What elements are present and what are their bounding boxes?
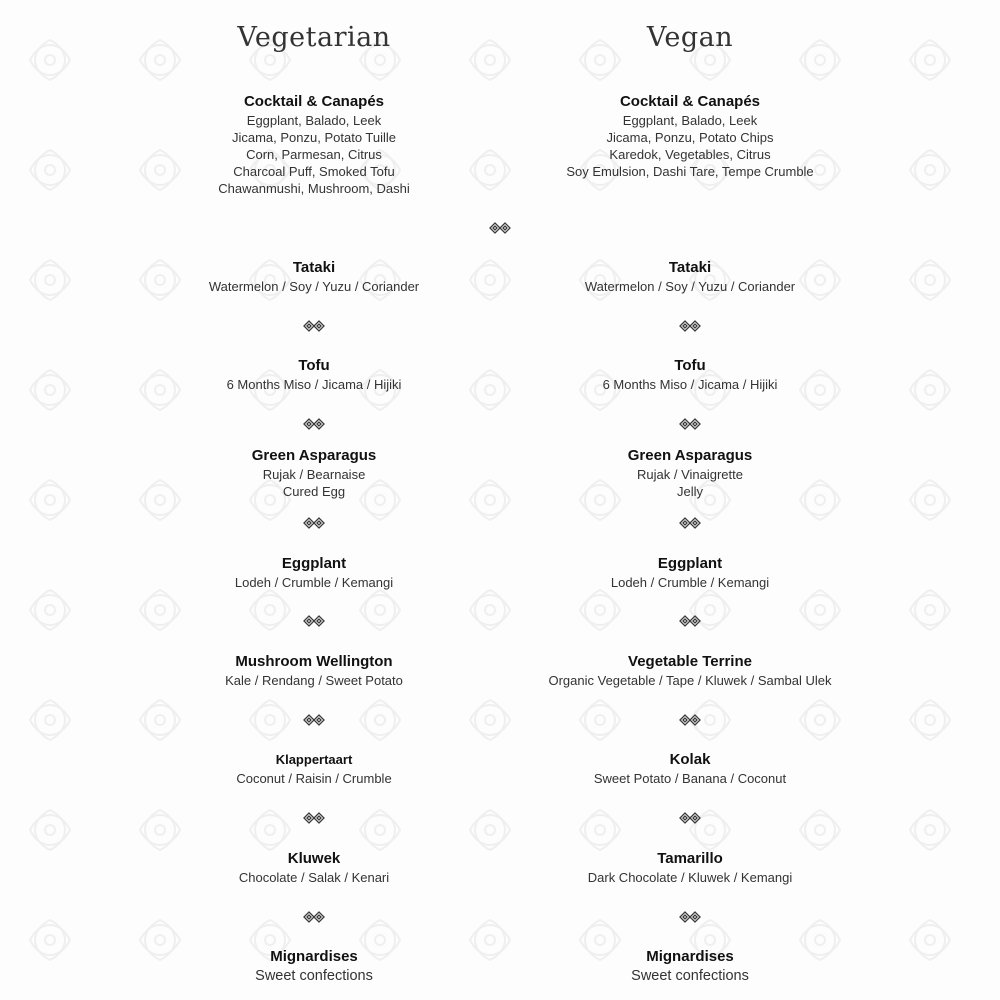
ornament-diamond-icon [679,418,701,430]
menu-course [124,258,504,295]
course-description: Cured Egg [282,484,346,499]
course-description: Rujak / Vinaigrette [637,467,743,482]
course-description: Chocolate / Salak / Kenari [238,870,390,885]
ornament-diamond-icon [489,222,511,234]
course-title: Tofu [674,357,706,374]
course-title: Green Asparagus [627,447,753,464]
pattern-motif [910,590,950,630]
ornament-diamond-icon [679,320,701,332]
course-description: Watermelon / Soy / Yuzu / Coriander [208,279,420,294]
vegetarian-menu-column [124,0,504,1000]
menu-course [500,750,880,787]
pattern-motif [910,810,950,850]
ornament-diamond-icon [303,320,325,332]
pattern-motif [910,920,950,960]
menu-course [124,849,504,886]
pattern-motif [30,370,70,410]
ornament-diamond-icon [679,812,701,824]
ornament-diamond-icon [679,615,701,627]
course-description: Eggplant, Balado, Leek [246,113,382,128]
course-description: Dark Chocolate / Kluwek / Kemangi [587,870,793,885]
pattern-motif [30,590,70,630]
ornament-diamond-icon [303,911,325,923]
course-description: Jicama, Ponzu, Potato Tuille [231,130,397,145]
course-description: Eggplant, Balado, Leek [622,113,758,128]
menu-course [124,947,504,986]
course-description: Lodeh / Crumble / Kemangi [234,575,394,590]
pattern-motif [910,480,950,520]
pattern-motif [910,260,950,300]
menu-course [124,652,504,689]
course-description: Lodeh / Crumble / Kemangi [610,575,770,590]
course-description: 6 Months Miso / Jicama / Hijiki [602,377,778,392]
course-title: Kluwek [287,850,341,867]
pattern-motif [30,810,70,850]
pattern-motif [30,700,70,740]
menu-course [124,92,504,197]
ornament-diamond-icon [303,517,325,529]
menu-heading: Vegan [646,22,734,53]
menu-heading: Vegetarian [237,22,391,53]
menu-course [500,947,880,986]
course-description: Jelly [676,484,703,499]
course-description: Charcoal Puff, Smoked Tofu [233,164,395,179]
ornament-diamond-icon [679,714,701,726]
course-title: Cocktail & Canapés [243,93,385,110]
menu-course [124,554,504,591]
course-title: Tofu [298,357,330,374]
course-description: Organic Vegetable / Tape / Kluwek / Sambal Ulek [548,673,832,688]
course-title: Cocktail & Canapés [619,93,761,110]
course-description: Sweet confections [631,968,749,984]
pattern-motif [30,150,70,190]
course-title: Eggplant [657,555,723,572]
course-description: Sweet confections [255,968,373,984]
course-description: Soy Emulsion, Dashi Tare, Tempe Crumble [566,164,814,179]
menu-course [124,356,504,393]
course-title: Mignardises [646,948,734,965]
course-description: Kale / Rendang / Sweet Potato [225,673,403,688]
menu-course [124,446,504,500]
course-title: Vegetable Terrine [628,653,752,670]
course-title: Tataki [668,259,712,276]
course-title: Mushroom Wellington [235,653,393,670]
course-description: Jicama, Ponzu, Potato Chips [606,130,774,145]
menu-course [500,92,880,180]
menu-course [500,258,880,295]
pattern-motif [910,150,950,190]
ornament-diamond-icon [679,517,701,529]
course-description: Karedok, Vegetables, Citrus [609,147,771,162]
course-title: Mignardises [270,948,358,965]
menu-course [500,652,880,689]
menu-course [124,750,504,787]
course-description: Coconut / Raisin / Crumble [236,771,392,786]
pattern-motif [910,40,950,80]
course-description: Chawanmushi, Mushroom, Dashi [218,181,410,196]
course-description: 6 Months Miso / Jicama / Hijiki [226,377,402,392]
course-description: Watermelon / Soy / Yuzu / Coriander [584,279,796,294]
menu-course [500,446,880,500]
course-title: Tataki [292,259,336,276]
ornament-diamond-icon [303,812,325,824]
ornament-diamond-icon [303,714,325,726]
pattern-motif [910,700,950,740]
course-description: Sweet Potato / Banana / Coconut [593,771,787,786]
pattern-motif [30,40,70,80]
course-title: Green Asparagus [251,447,377,464]
pattern-motif [30,260,70,300]
course-description: Corn, Parmesan, Citrus [246,147,382,162]
course-description: Rujak / Bearnaise [262,467,366,482]
course-title: Eggplant [281,555,347,572]
ornament-diamond-icon [679,911,701,923]
menu-course [500,554,880,591]
menu-course [500,356,880,393]
ornament-diamond-icon [303,615,325,627]
menu-course [500,849,880,886]
ornament-diamond-icon [303,418,325,430]
course-title: Kolak [669,751,711,768]
pattern-motif [30,920,70,960]
pattern-motif [30,480,70,520]
vegan-menu-column [500,0,880,1000]
course-title: Tamarillo [657,850,723,867]
course-title: Klappertaart [275,752,353,767]
pattern-motif [910,370,950,410]
